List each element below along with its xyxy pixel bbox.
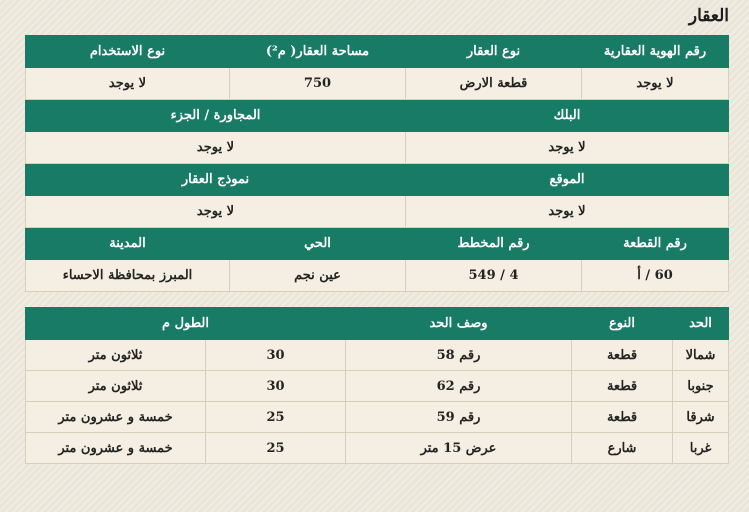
value-city: المبرز بمحافظة الاحساء	[26, 260, 230, 292]
table-row	[26, 340, 729, 371]
boundary-type: قطعة	[572, 371, 673, 402]
boundary-type: قطعة	[572, 340, 673, 371]
header-property-id: رقم الهوية العقارية	[582, 36, 729, 68]
header-neighborhood-part: المجاورة / الجزء	[26, 100, 406, 132]
boundary-length: 25	[206, 402, 346, 433]
value-property-model: لا يوجد	[26, 196, 406, 228]
header-property-model: نموذج العقار	[26, 164, 406, 196]
boundary-length: 25	[206, 433, 346, 464]
boundary-length-text: خمسة و عشرون متر	[26, 402, 206, 433]
header-usage-type: نوع الاستخدام	[26, 36, 230, 68]
table-row	[26, 196, 729, 228]
header-row	[26, 308, 729, 340]
header-property-area: مساحة العقار( م²)	[230, 36, 406, 68]
value-plan-number: 4 / 549	[406, 260, 582, 292]
header-location: الموقع	[406, 164, 729, 196]
page-title: العقار	[688, 6, 729, 26]
boundary-length-text: ثلاثون متر	[26, 340, 206, 371]
boundary-type: شارع	[572, 433, 673, 464]
header-plot-number: رقم القطعة	[582, 228, 729, 260]
header-row	[26, 100, 729, 132]
boundary-type: قطعة	[572, 402, 673, 433]
property-details-table	[25, 35, 729, 292]
value-property-type: قطعة الارض	[406, 68, 582, 100]
header-type: النوع	[572, 308, 673, 340]
table-row	[26, 433, 729, 464]
boundary-direction: شمالا	[673, 340, 729, 371]
header-boundary-description: وصف الحد	[346, 308, 572, 340]
table-row	[26, 68, 729, 100]
value-block: لا يوجد	[406, 132, 729, 164]
header-row	[26, 164, 729, 196]
boundary-length: 30	[206, 371, 346, 402]
value-property-id: لا يوجد	[582, 68, 729, 100]
boundaries-table	[25, 307, 729, 464]
header-row	[26, 36, 729, 68]
value-property-area: 750	[230, 68, 406, 100]
header-block: البلك	[406, 100, 729, 132]
boundary-length-text: ثلاثون متر	[26, 371, 206, 402]
table-row	[26, 402, 729, 433]
header-length: الطول م	[26, 308, 346, 340]
value-district: عين نجم	[230, 260, 406, 292]
boundary-description: رقم 59	[346, 402, 572, 433]
header-row	[26, 228, 729, 260]
header-boundary: الحد	[673, 308, 729, 340]
value-location: لا يوجد	[406, 196, 729, 228]
table-row	[26, 132, 729, 164]
boundary-description: رقم 62	[346, 371, 572, 402]
boundary-direction: غربا	[673, 433, 729, 464]
boundary-description: عرض 15 متر	[346, 433, 572, 464]
boundary-description: رقم 58	[346, 340, 572, 371]
header-city: المدينة	[26, 228, 230, 260]
table-row	[26, 371, 729, 402]
table-row	[26, 260, 729, 292]
header-district: الحي	[230, 228, 406, 260]
value-plot-number: 60 / أ	[582, 260, 729, 292]
value-usage-type: لا يوجد	[26, 68, 230, 100]
boundary-direction: شرقا	[673, 402, 729, 433]
boundary-length-text: خمسة و عشرون متر	[26, 433, 206, 464]
header-plan-number: رقم المخطط	[406, 228, 582, 260]
header-property-type: نوع العقار	[406, 36, 582, 68]
boundary-direction: جنوبا	[673, 371, 729, 402]
boundary-length: 30	[206, 340, 346, 371]
value-neighborhood-part: لا يوجد	[26, 132, 406, 164]
